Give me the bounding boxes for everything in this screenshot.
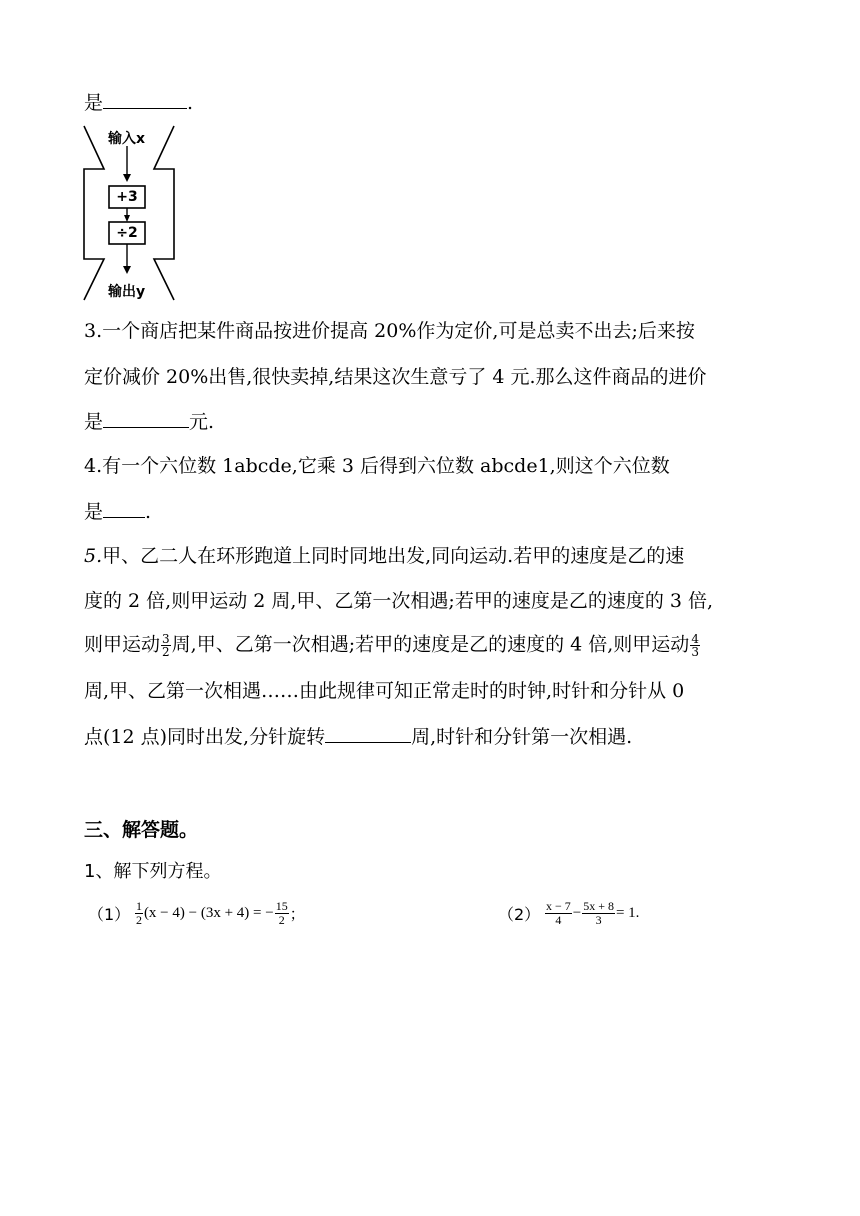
equation-2-frac1 [545,900,572,927]
equation-2-frac1-num: x − 7 [545,899,571,913]
equation-1-half-num: 1 [135,899,142,913]
q5-line4: 周,甲、乙第一次相遇……由此规律可知正常走时的时钟,时针和分针从 0 [84,680,685,702]
q5-line3-b: 周,甲、乙第一次相遇;若甲的速度是乙的速度的 4 倍,则甲运动 [171,633,690,656]
section3-q1-label: 1、解下列方程。 [84,861,222,882]
equation-2-frac1-den: 4 [555,913,562,927]
q4-line2 [84,500,151,523]
equation-2-minus: − [572,905,582,921]
equation-1-label: （1） [88,905,131,924]
equation-2-frac2 [582,900,615,927]
flowchart-input-label: 输入x [108,131,146,147]
equation-2-frac2-num: 5x + 8 [583,899,614,913]
flowchart-diagram [82,124,182,304]
equation-1-rhs [275,900,289,927]
q2-tail-suffix: . [187,92,194,114]
q2-tail-prefix: 是 [84,92,104,114]
flowchart-right-bracket [154,126,174,300]
q5-fraction-2 [690,633,700,658]
q5-line5-suffix: 周,时针和分针第一次相遇. [411,726,633,748]
q5-fraction-2-num: 4 [691,632,699,646]
q4-answer-blank [103,500,145,518]
q4-line1: 4.有一个六位数 1abcde,它乘 3 后得到六位数 abcde1,则这个六位数 [84,455,670,477]
q3-line3-suffix: 元. [189,411,215,433]
q5-fraction-1-den: 2 [162,645,170,659]
equation-2 [498,900,639,927]
q5-number: 5. [84,545,103,567]
q3-answer-blank [103,410,189,428]
section3-heading: 三、解答题。 [84,819,199,841]
q5-line2: 度的 2 倍,则甲运动 2 周,甲、乙第一次相遇;若甲的速度是乙的速度的 3 倍, [84,590,714,612]
equation-1-half-den: 2 [135,913,142,927]
q3-line1: 3.一个商店把某件商品按进价提高 20%作为定价,可是总卖不出去;后来按 [84,320,695,342]
q5-line1 [84,545,684,567]
equation-1-rhs-num: 15 [275,899,288,913]
q3-line2: 定价减价 20%出售,很快卖掉,结果这次生意亏了 4 元.那么这件商品的进价 [84,366,707,388]
q4-line2-suffix: . [145,501,152,523]
q5-line5-prefix: 点(12 点)同时出发,分针旋转 [84,726,326,748]
q5-fraction-1 [161,633,171,658]
equation-2-frac2-den: 3 [595,913,602,927]
q5-answer-blank [325,725,411,743]
q3-line3 [84,410,214,433]
q3-line3-prefix: 是 [84,411,104,433]
flowchart-step1-label: +3 [116,189,138,205]
equation-2-end: = 1. [615,905,640,921]
arrow-down-icon [123,266,131,274]
equation-2-label: （2） [498,905,541,924]
q5-line5 [84,725,632,748]
q5-fraction-1-num: 3 [162,632,170,646]
equation-1-mid: (x − 4) − (3x + 4) = − [143,905,274,921]
arrow-down-icon [124,215,130,222]
equation-1-end: ； [289,907,305,923]
q5-fraction-2-den: 3 [691,645,699,659]
equation-1-half [135,900,143,927]
q2-answer-line [84,91,193,114]
equation-1-rhs-den: 2 [278,913,285,927]
q5-line1-text: 甲、乙二人在环形跑道上同时同地出发,同向运动.若甲的速度是乙的速 [102,545,685,567]
equation-1 [88,900,305,927]
flowchart-left-bracket [84,126,104,300]
flowchart-output-label: 输出y [108,284,146,300]
q4-line2-prefix: 是 [84,501,104,523]
q5-line3-a: 则甲运动 [84,633,161,656]
q5-line3 [84,633,701,658]
q2-answer-blank [103,91,187,109]
arrow-down-icon [123,174,131,182]
flowchart-step2-label: ÷2 [116,225,138,241]
